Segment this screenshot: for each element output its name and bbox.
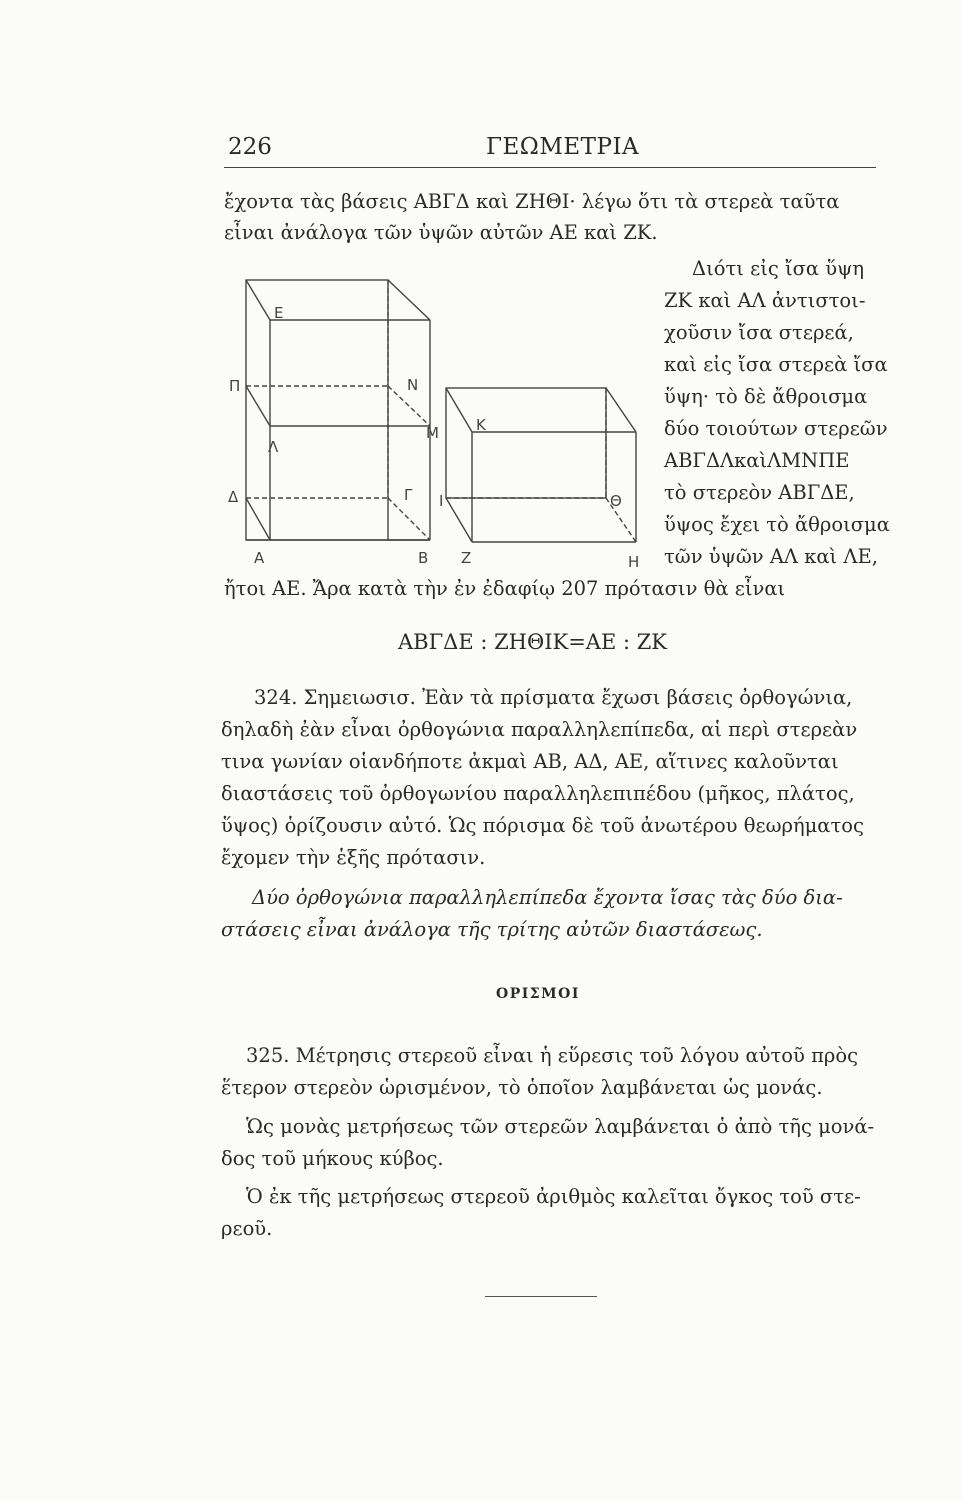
definition-line-3: Ὡς μονὰς μετρήσεως τῶν στερεῶν λαμβάνεται ὁ ἀπὸ τῆς μονά- [246,1115,875,1138]
side-line-6: δύο τοιούτων στερεῶν [664,417,888,440]
label-D: Δ [228,488,239,506]
intro-line-1: ἔχοντα τὰς βάσεις ΑΒΓΔ καὶ ΖΗΘΙ· λέγω ὅτι τὰ στερεὰ ταῦτα [224,190,840,213]
label-M: M [426,424,439,442]
side-line-3: χοῦσιν ἴσα στερεά, [664,321,854,344]
remark-line-5: ὕψος) ὁρίζουσιν αὐτό. Ὡς πόρισμα δὲ τοῦ ἀνωτέρου θεωρήματος [221,814,864,837]
side-line-10: τῶν ὑψῶν ΑΛ καὶ ΛΕ, [664,545,878,568]
label-G: Γ [404,486,413,504]
theorem-line-1: Δύο ὀρθογώνια παραλληλεπίπεδα ἔχοντα ἴσας τὰς δύο δια- [252,886,843,909]
side-line-2: ΖΚ καὶ ΑΛ ἀντιστοι- [664,289,866,312]
remark-line-2: δηλαδὴ ἐὰν εἶναι ὀρθογώνια παραλληλεπίπεδα, αἱ περὶ στερεὰν [221,718,858,741]
proportion-equation: ΑΒΓΔΕ : ΖΗΘΙΚ=ΑΕ : ΖΚ [398,630,667,654]
side-line-1: Διότι εἰς ἴσα ὕψη [692,257,865,280]
remark-line-4: διαστάσεις τοῦ ὀρθογωνίου παραλληλεπιπέδου (μῆκος, πλάτος, [221,782,855,805]
theorem-line-2: στάσεις εἶναι ἀνάλογα τῆς τρίτης αὐτῶν διαστάσεως. [221,918,763,941]
label-E: E [274,304,284,322]
end-rule [485,1296,597,1297]
definition-line-2: ἕτερον στερεὸν ὡρισμένον, τὸ ὁποῖον λαμβάνεται ὡς μονάς. [221,1076,823,1099]
parallelepipeds-figure [224,270,664,576]
header-rule [224,167,876,168]
definition-line-5: Ὁ ἐκ τῆς μετρήσεως στερεοῦ ἀριθμὸς καλεῖται ὄγκος τοῦ στε- [246,1185,861,1208]
definition-line-1: 325. Μέτρησις στερεοῦ εἶναι ἡ εὕρεσις τοῦ λόγου αὐτοῦ πρὸς [246,1044,859,1067]
side-line-4: καὶ εἰς ἴσα στερεὰ ἴσα [664,353,888,376]
box2-back-face [446,388,606,498]
section-heading: ΟΡΙΣΜΟΙ [496,986,580,1002]
side-line-9: ὕψος ἔχει τὸ ἄθροισμα [664,513,890,536]
after-figure-line: ἤτοι ΑΕ. Ἄρα κατὰ τὴν ἐν ἐδαφίῳ 207 πρότασιν θὰ εἶναι [224,577,786,600]
intro-line-2: εἶναι ἀνάλογα τῶν ὑψῶν αὐτῶν ΑΕ καὶ ΖΚ. [224,221,658,244]
label-P: Π [229,377,241,395]
remark-line-1: 324. Σημειωσισ. Ἐὰν τὰ πρίσματα ἔχωσι βάσεις ὀρθογώνια, [254,686,853,709]
label-L: Λ [268,438,279,456]
page-title: ΓΕΩΜΕΤΡΙΑ [486,134,640,160]
definition-line-6: ρεοῦ. [221,1217,273,1240]
remark-line-3: τινα γωνίαν οἱανδήποτε ἀκμαὶ ΑΒ, ΑΔ, ΑΕ, αἵτινες καλοῦνται [221,750,839,773]
side-line-7: ΑΒΓΔΛκαὶΛΜΝΠΕ [664,449,850,472]
side-line-8: τὸ στερεὸν ΑΒΓΔΕ, [664,481,855,504]
label-I: I [439,492,444,510]
label-B: B [418,549,429,567]
label-TH: Θ [610,492,622,510]
side-line-5: ὕψη· τὸ δὲ ἄθροισμα [664,385,868,408]
label-H: H [628,553,640,571]
label-A: A [254,549,265,567]
definition-line-4: δος τοῦ μήκους κύβος. [221,1147,444,1170]
remark-line-6: ἔχομεν τὴν ἑξῆς πρότασιν. [221,846,486,869]
label-K: K [476,416,486,434]
label-Z: Z [461,549,472,567]
page-number: 226 [228,134,272,160]
label-N: N [407,376,419,394]
box1-back-face [246,280,388,540]
